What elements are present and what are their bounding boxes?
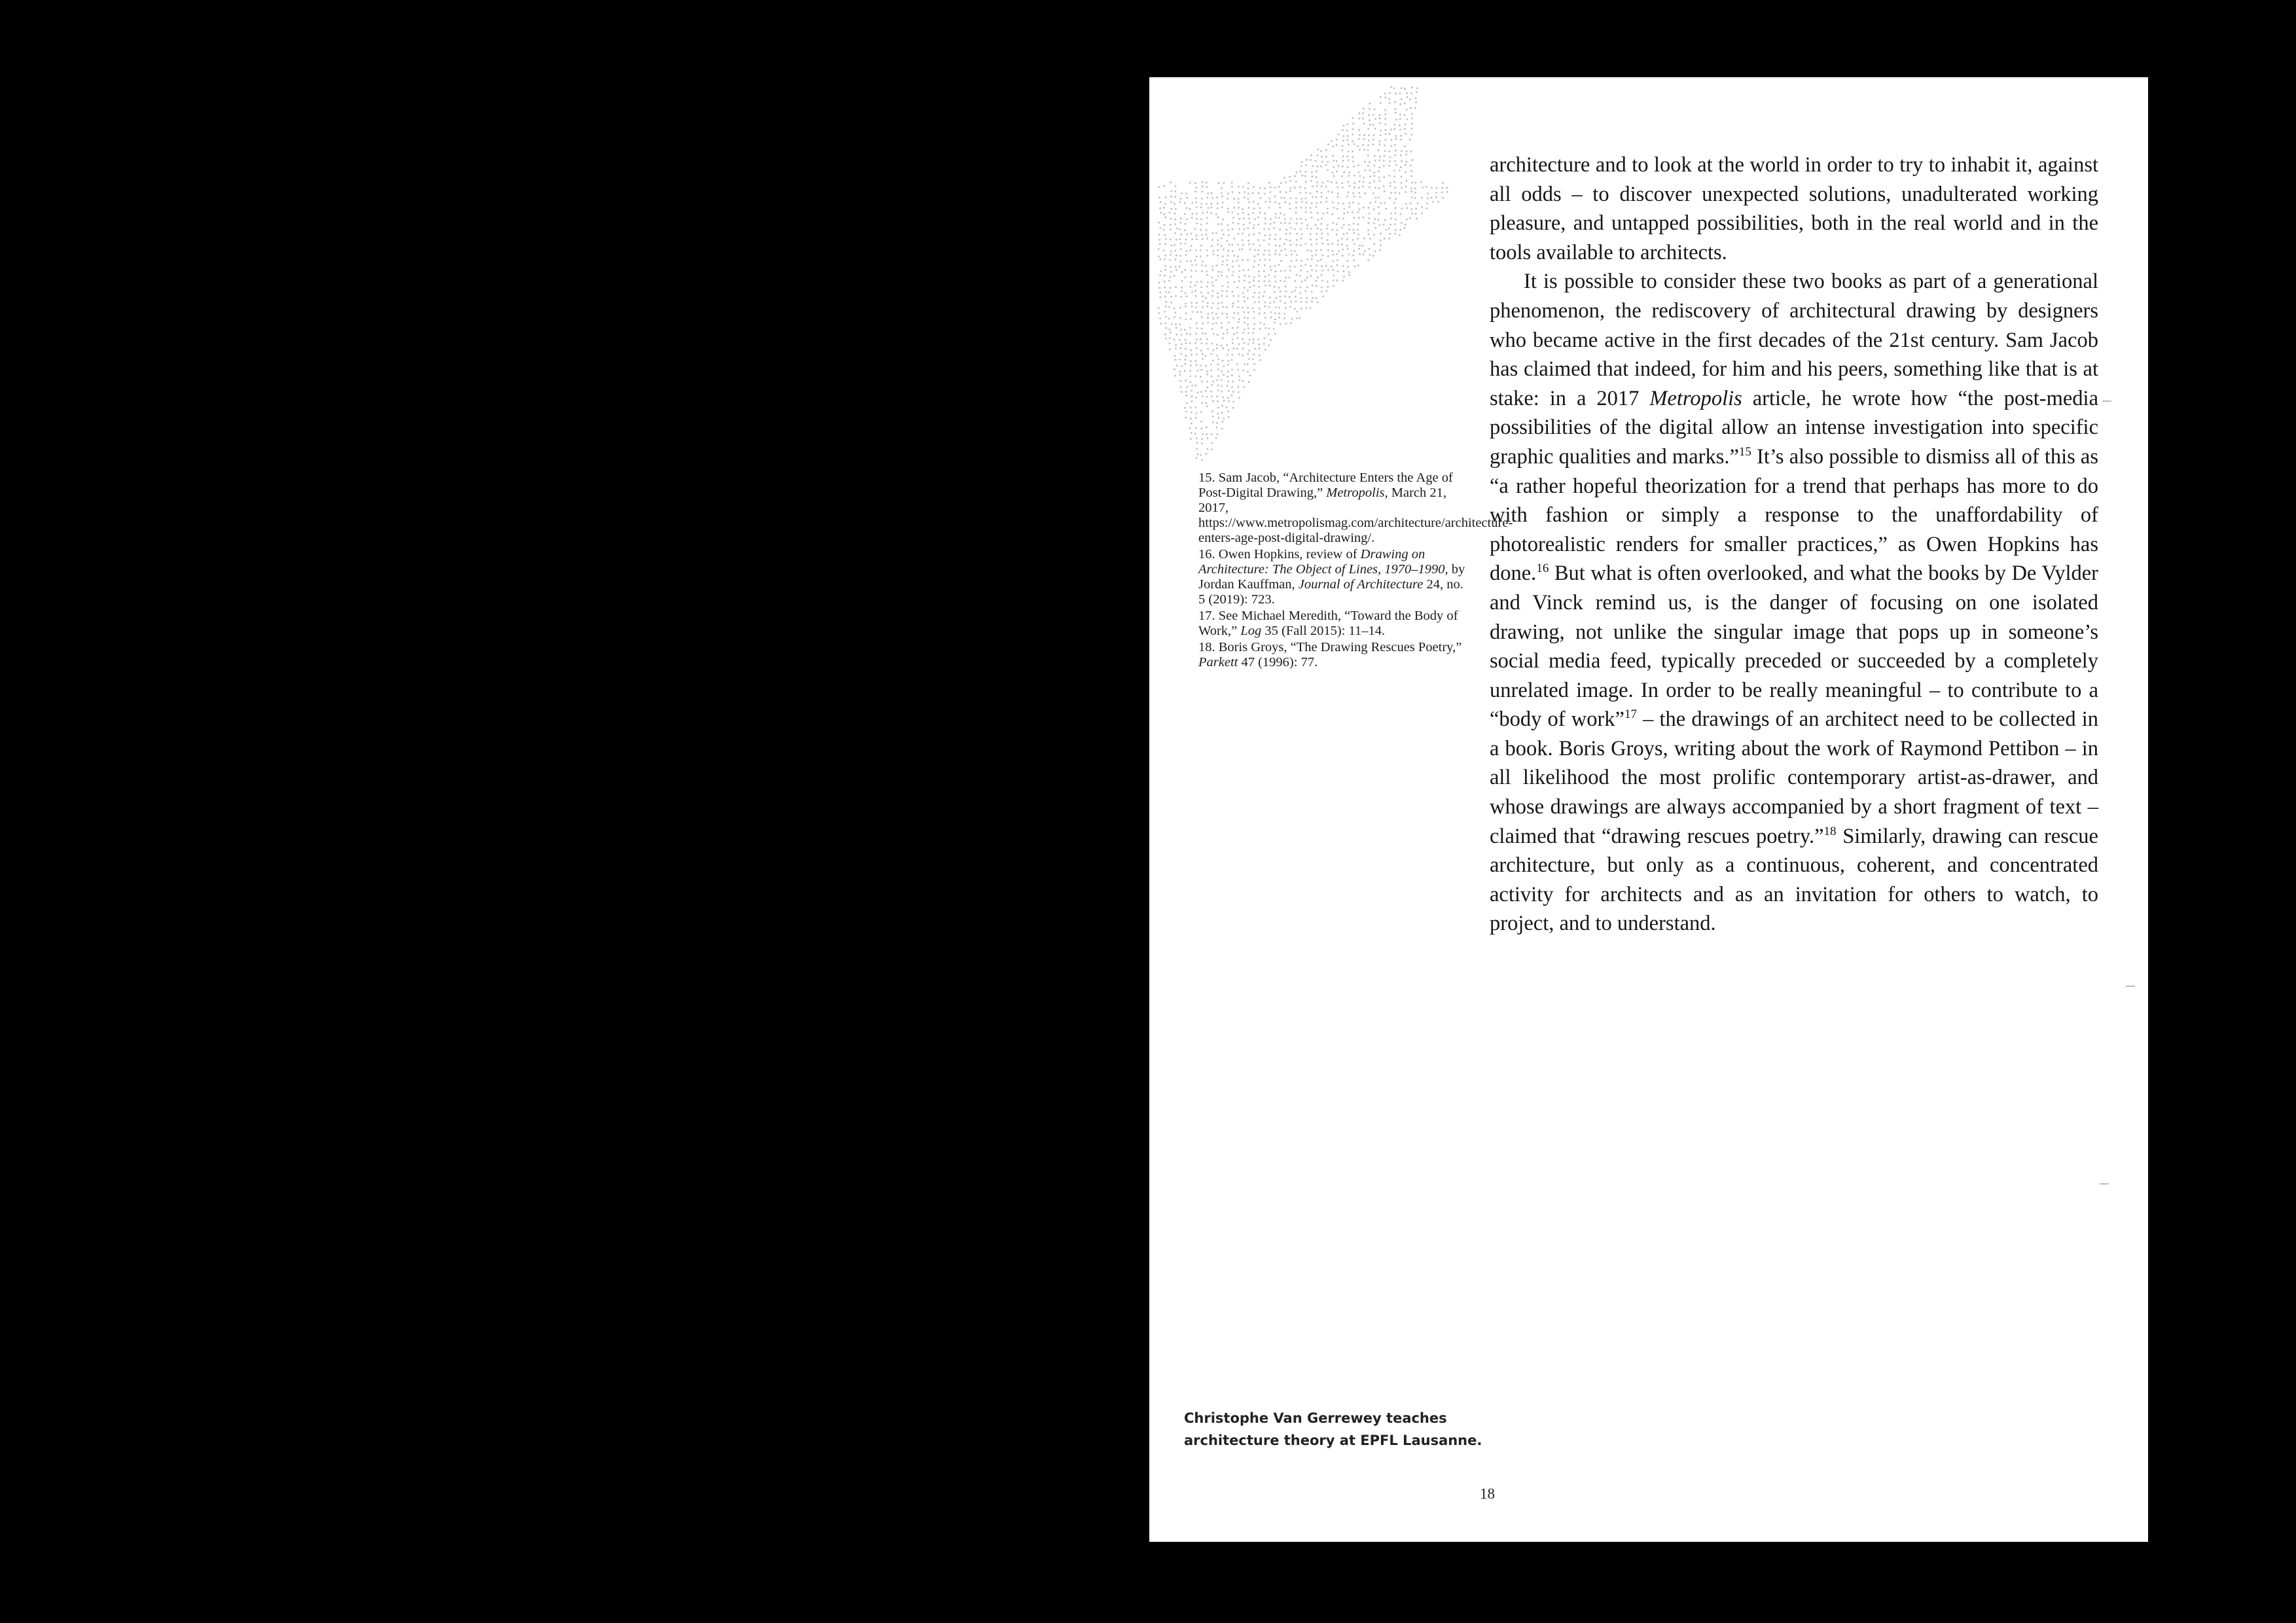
footnote <box>1198 547 1473 607</box>
text-run: See Michael Meredith, “Toward the Body of Work,” <box>1198 609 1458 638</box>
main-text <box>1490 151 2098 938</box>
page-number: 18 <box>1480 1486 1495 1502</box>
footnotes <box>1198 471 1513 671</box>
footnote-number: 18. <box>1198 640 1215 654</box>
author-bio-line-2: architecture theory at EPFL Lausanne. <box>1184 1433 1482 1448</box>
text-run: – the drawings of an architect need to be collected in a book. Boris Groys, writing about the work of Raymond Pettibon – in all likelihood the most prolific contemporary artist-as-drawer, and whose drawings are always accompanied by a short fragment of text – claimed that “drawing rescues poetry.” <box>1490 707 2098 848</box>
italic-text: Log <box>1240 624 1262 638</box>
author-bio <box>1184 1407 1498 1452</box>
dotted-pattern-illustration <box>1149 77 1490 470</box>
text-run: It’s also possible to dismiss all of this as “a rather hopeful theorization for a trend that perhaps has more to do with fashion or simply a response to the unaffordability of photorealistic renders for smaller practices,” as Owen Hopkins has done. <box>1490 444 2099 586</box>
text-run: article, he wrote how “the post-media possibilities of the digital allow an intense investigation into specific graphic qualities and marks.” <box>1490 386 2099 469</box>
paragraph-1: architecture and to look at the world in order to try to inhabit it, against all odds – to discover unexpected solutions, unadulterated working pleasure, and untapped possibilities, both in the real world and in the tools available to architects. <box>1490 153 2098 264</box>
italic-text: Drawing on Architecture: The Object of Lines, 1970–1990 <box>1198 547 1445 577</box>
footnote-number: 16. <box>1198 547 1215 562</box>
footnote-reference: 15 <box>1738 445 1751 459</box>
text-run: 24, no. 5 (2019): 723. <box>1198 577 1463 607</box>
text-run: Sam Jacob, “Architecture Enters the Age of Post-Digital Drawing,” <box>1198 471 1453 500</box>
text-run: But what is often overlooked, and what the books by De Vylder and Vinck remind us, is the danger of focusing on one isolated drawing, not unlike the singular image that pops up in someone’s social media feed, typically preceded or succeeded by a completely unrelated image. In order to be really meaningful – to contribute to a “body of work” <box>1490 562 2098 732</box>
document-page <box>1149 77 2148 1542</box>
crop-mark <box>2100 1183 2109 1185</box>
text-run: It is possible to consider these two books as part of a generational phenomenon, the rediscovery of architectural drawing by designers who became active in the first decades of the 21st century. Sam Jacob has claimed that indeed, for him and his peers, something like that is at stake: in a 2017 <box>1490 270 2098 410</box>
author-bio-line-1: Christophe Van Gerrewey teaches <box>1184 1410 1447 1426</box>
text-run: 35 (Fall 2015): 11–14. <box>1261 624 1386 638</box>
crop-mark <box>2102 401 2111 402</box>
paragraph-2 <box>1490 267 2098 938</box>
text-run: 47 (1996): 77. <box>1238 655 1318 669</box>
footnote-number: 17. <box>1198 609 1215 623</box>
italic-text: Journal of Architecture <box>1298 577 1424 592</box>
text-run: , March 21, 2017, https://www.metropolismag.com/architecture/architecture-enters-age-post-digital-drawing/. <box>1198 486 1513 545</box>
text-run: , by Jordan Kauffman, <box>1198 562 1465 592</box>
footnote-number: 15. <box>1198 471 1215 485</box>
italic-text: Metropolis <box>1649 386 1742 410</box>
footnote <box>1198 471 1513 546</box>
footnote-reference: 18 <box>1823 824 1837 838</box>
italic-text: Parkett <box>1198 655 1238 669</box>
crop-mark <box>2126 986 2135 987</box>
text-run: Owen Hopkins, review of <box>1215 547 1361 562</box>
italic-text: Metropolis <box>1326 486 1385 500</box>
text-run: Boris Groys, “The Drawing Rescues Poetry,” <box>1215 640 1462 654</box>
footnote <box>1198 640 1473 670</box>
text-run: Similarly, drawing can rescue architecture, but only as a continuous, coherent, and concentrated activity for architects and as an invitation for others to watch, to project, and to understand. <box>1490 824 2098 936</box>
footnote <box>1198 609 1473 639</box>
footnote-reference: 17 <box>1624 707 1637 722</box>
footnote-reference: 16 <box>1536 562 1549 576</box>
